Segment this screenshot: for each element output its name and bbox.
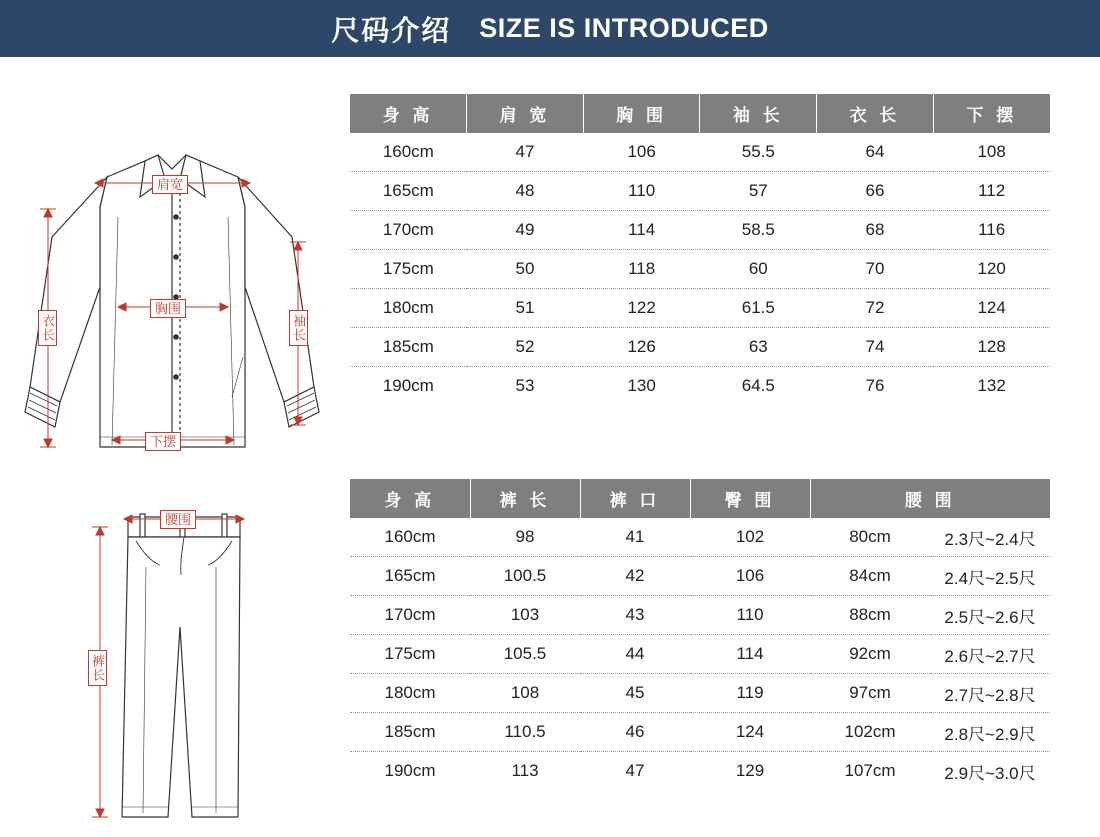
cell: 114	[583, 211, 700, 250]
cell: 112	[933, 172, 1050, 211]
cell: 175cm	[350, 250, 467, 289]
cell: 165cm	[350, 172, 467, 211]
cell: 63	[700, 328, 817, 367]
cell: 52	[467, 328, 584, 367]
cell: 102	[690, 518, 810, 557]
cell: 64	[817, 133, 934, 172]
pants-table-container	[350, 457, 1100, 837]
cell: 46	[580, 713, 690, 752]
cell: 51	[467, 289, 584, 328]
cell: 80cm	[810, 518, 930, 557]
cell: 74	[817, 328, 934, 367]
page-title-en: SIZE IS INTRODUCED	[479, 13, 769, 43]
cell: 180cm	[350, 289, 467, 328]
cell: 105.5	[470, 635, 580, 674]
table-header-row	[350, 479, 1050, 518]
cell: 165cm	[350, 557, 470, 596]
column-header: 裤 口	[580, 479, 690, 518]
column-header: 袖 长	[700, 94, 817, 133]
cell: 97cm	[810, 674, 930, 713]
cell: 118	[583, 250, 700, 289]
cell: 124	[690, 713, 810, 752]
cell: 124	[933, 289, 1050, 328]
cell: 47	[467, 133, 584, 172]
cell: 44	[580, 635, 690, 674]
cell: 98	[470, 518, 580, 557]
sleeve-length-label: 袖长	[289, 310, 308, 346]
cell: 110	[690, 596, 810, 635]
cell: 160cm	[350, 133, 467, 172]
cell: 129	[735, 761, 765, 780]
cell: 103	[470, 596, 580, 635]
table-row	[350, 635, 1050, 674]
page-header	[0, 0, 1100, 57]
cell: 84cm	[810, 557, 930, 596]
cell: 190cm	[382, 376, 434, 395]
cell: 122	[583, 289, 700, 328]
cell: 119	[690, 674, 810, 713]
cell: 58.5	[700, 211, 817, 250]
shirt-illustration-svg	[0, 57, 350, 457]
page-title-cn: 尺码介绍	[331, 14, 452, 46]
chest-label: 胸围	[150, 299, 186, 318]
cell: 41	[580, 518, 690, 557]
cell: 2.5尺~2.6尺	[930, 596, 1050, 635]
waist-label: 腰围	[160, 510, 196, 529]
cell: 61.5	[700, 289, 817, 328]
cell: 57	[700, 172, 817, 211]
cell: 106	[690, 557, 810, 596]
cell: 185cm	[350, 328, 467, 367]
column-header: 胸 围	[583, 94, 700, 133]
cell: 48	[467, 172, 584, 211]
cell: 170cm	[350, 596, 470, 635]
column-header: 腰 围	[810, 479, 1050, 518]
cell: 160cm	[350, 518, 470, 557]
table-row	[350, 289, 1050, 328]
hem-label: 下摆	[145, 432, 181, 451]
cell: 2.8尺~2.9尺	[930, 713, 1050, 752]
cell: 113	[511, 761, 539, 780]
table-header-row	[350, 94, 1050, 133]
cell: 47	[625, 761, 645, 780]
cell: 106	[583, 133, 700, 172]
cell: 114	[690, 635, 810, 674]
table-row	[350, 328, 1050, 367]
cell: 110.5	[470, 713, 580, 752]
cell: 50	[467, 250, 584, 289]
table-row	[350, 518, 1050, 557]
table-row	[350, 557, 1050, 596]
cell: 185cm	[350, 713, 470, 752]
column-header: 身 高	[350, 479, 470, 518]
column-header: 衣 长	[817, 94, 934, 133]
cell: 68	[817, 211, 934, 250]
cell: 102cm	[810, 713, 930, 752]
cell: 108	[470, 674, 580, 713]
table-row	[350, 250, 1050, 289]
shirt-figure	[0, 57, 350, 457]
shoulder-width-label: 肩宽	[152, 175, 188, 194]
column-header: 臀 围	[690, 479, 810, 518]
column-header: 下 摆	[933, 94, 1050, 133]
cell: 70	[817, 250, 934, 289]
cell: 130	[627, 376, 656, 395]
cell: 92cm	[810, 635, 930, 674]
column-header: 身 高	[350, 94, 467, 133]
cell: 132	[977, 376, 1006, 395]
cell: 53	[515, 376, 535, 395]
cell: 120	[933, 250, 1050, 289]
pants-section	[0, 457, 1100, 837]
garment-length-label: 衣长	[38, 310, 57, 346]
column-header: 肩 宽	[467, 94, 584, 133]
cell: 180cm	[350, 674, 470, 713]
cell: 64.5	[741, 376, 775, 395]
cell: 100.5	[470, 557, 580, 596]
cell: 107cm	[844, 761, 896, 780]
cell: 49	[467, 211, 584, 250]
cell: 2.4尺~2.5尺	[930, 557, 1050, 596]
cell: 2.9尺~3.0尺	[944, 763, 1036, 783]
cell: 175cm	[350, 635, 470, 674]
cell: 88cm	[810, 596, 930, 635]
table-row	[350, 674, 1050, 713]
cell: 55.5	[700, 133, 817, 172]
cell: 45	[580, 674, 690, 713]
cell: 66	[817, 172, 934, 211]
cell: 42	[580, 557, 690, 596]
cell: 60	[700, 250, 817, 289]
table-row	[350, 713, 1050, 752]
cell: 116	[933, 211, 1050, 250]
cell: 2.7尺~2.8尺	[930, 674, 1050, 713]
table-row	[350, 752, 1050, 791]
cell: 108	[933, 133, 1050, 172]
pants-size-table	[350, 479, 1050, 790]
table-row	[350, 172, 1050, 211]
cell: 170cm	[350, 211, 467, 250]
pants-figure	[0, 457, 350, 837]
cell: 126	[583, 328, 700, 367]
cell: 190cm	[384, 761, 436, 780]
cell: 128	[933, 328, 1050, 367]
cell: 43	[580, 596, 690, 635]
cell: 2.3尺~2.4尺	[930, 518, 1050, 557]
cell: 72	[817, 289, 934, 328]
cell: 110	[583, 172, 700, 211]
cell: 76	[865, 376, 885, 395]
table-row	[350, 596, 1050, 635]
pants-length-label: 裤长	[88, 650, 107, 686]
table-row	[350, 211, 1050, 250]
table-row	[350, 133, 1050, 172]
shirt-table-container	[350, 57, 1100, 457]
table-row	[350, 367, 1050, 406]
shirt-section	[0, 57, 1100, 457]
column-header: 裤 长	[470, 479, 580, 518]
cell: 2.6尺~2.7尺	[930, 635, 1050, 674]
shirt-size-table	[350, 94, 1050, 405]
